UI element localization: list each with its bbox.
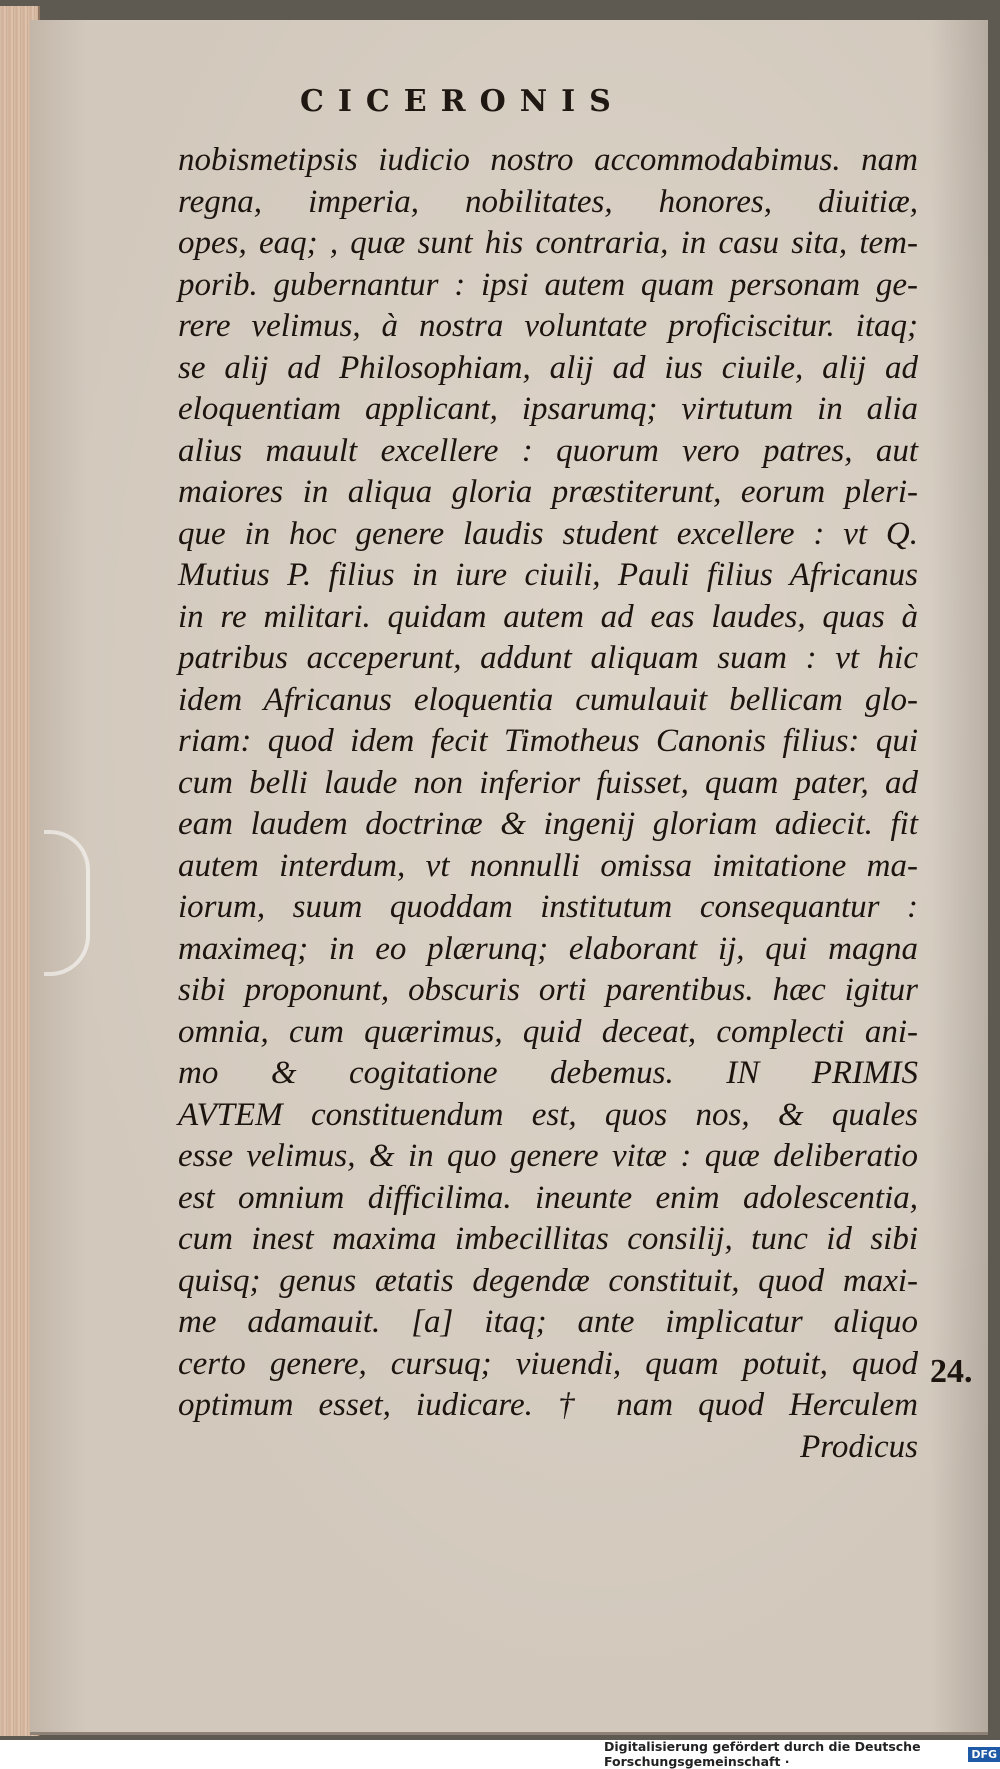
text-line: riam: quod idem fecit Timotheus Canonis filius: qui	[178, 723, 918, 759]
text-line: que in hoc genere laudis student excellere : vt Q.	[178, 515, 918, 552]
text-line: omnia, cum quærimus, quid deceat, complecti ani-	[178, 1013, 918, 1050]
text-line: nobismetipsis iudicio nostro accommodabimus. nam	[178, 142, 918, 178]
text-line: eam laudem doctrinæ & ingenij gloriam adiecit. fit	[178, 806, 918, 842]
digitization-credit	[604, 1739, 1000, 1769]
dfg-logo-icon: DFG	[968, 1747, 1000, 1762]
text-line: AVTEM constituendum est, quos nos, & quales	[178, 1096, 918, 1133]
text-line: porib. gubernantur : ipsi autem quam personam ge-	[178, 266, 918, 303]
text-line: optimum esset, iudicare. † nam quod Herculem	[178, 1387, 918, 1423]
text-line: eloquentiam applicant, ipsarumq; virtutum in alia	[178, 391, 918, 427]
clasp-ring	[44, 830, 90, 976]
text-line: certo genere, cursuq; viuendi, quam potuit, quod	[178, 1345, 918, 1382]
text-line: idem Africanus eloquentia cumulauit bellicam glo-	[178, 681, 918, 718]
text-line: opes, eaq; , quæ sunt his contraria, in casu sita, tem-	[178, 225, 918, 261]
text-line: me adamauit. [a] itaq; ante implicatur aliquo	[178, 1304, 918, 1340]
running-head: CICERONIS	[300, 84, 625, 119]
text-line: autem interdum, vt nonnulli omissa imitatione ma-	[178, 847, 918, 884]
text-line: sibi proponunt, obscuris orti parentibus. hæc igitur	[178, 972, 918, 1008]
text-line: Mutius P. filius in iure ciuili, Pauli filius Africanus	[178, 557, 918, 593]
text-line: patribus acceperunt, addunt aliquam suam : vt hic	[178, 640, 918, 676]
text-line: est omnium difficilima. ineunte enim adolescentia,	[178, 1179, 918, 1216]
catchword: Prodicus	[800, 1428, 918, 1465]
text-line: se alij ad Philosophiam, alij ad ius ciuile, alij ad	[178, 349, 918, 386]
text-line: cum inest maxima imbecillitas consilij, tunc id sibi	[178, 1221, 918, 1257]
text-line: mo & cogitatione debemus. IN PRIMIS	[178, 1055, 918, 1091]
body-text	[178, 140, 918, 1468]
text-line: in re militari. quidam autem ad eas laudes, quas à	[178, 598, 918, 635]
text-line: cum belli laude non inferior fuisset, quam pater, ad	[178, 764, 918, 801]
text-line: rere velimus, à nostra voluntate proficiscitur. itaq;	[178, 308, 918, 344]
credit-text: Digitalisierung gefördert durch die Deutsche Forschungsgemeinschaft ·	[604, 1739, 921, 1769]
text-line: quisq; genus ætatis degendæ constituit, quod maxi-	[178, 1262, 918, 1299]
text-line: esse velimus, & in quo genere vitæ : quæ deliberatio	[178, 1138, 918, 1174]
text-line: maiores in aliqua gloria præstiterunt, eorum pleri-	[178, 474, 918, 510]
text-line: maximeq; in eo plærunq; elaborant ij, qui magna	[178, 930, 918, 967]
text-line: regna, imperia, nobilitates, honores, diuitiæ,	[178, 183, 918, 220]
text-line: alius mauult excellere : quorum vero patres, aut	[178, 432, 918, 469]
margin-folio-number: 24.	[930, 1353, 973, 1390]
text-line: iorum, suum quoddam institutum consequantur :	[178, 889, 918, 925]
